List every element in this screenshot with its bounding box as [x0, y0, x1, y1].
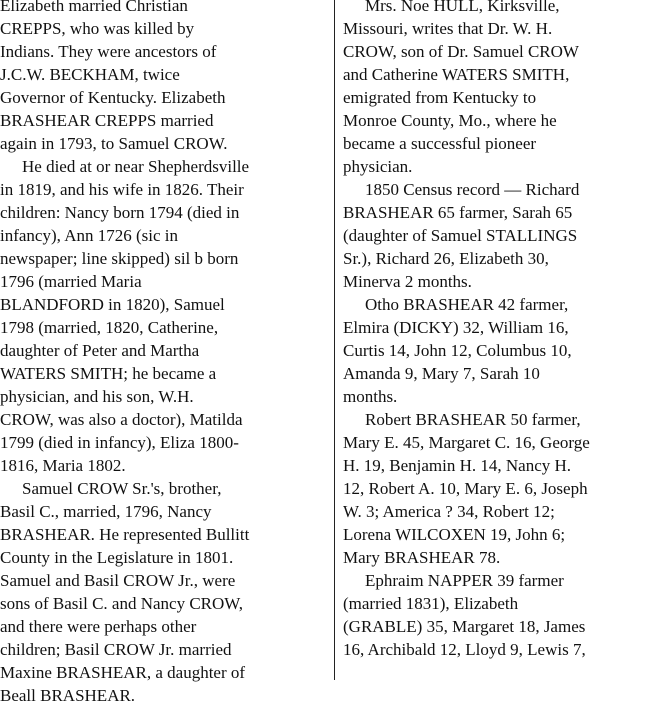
- text-line: physician, and his son, W.H.: [0, 387, 194, 406]
- text-line: children; Basil CROW Jr. married: [0, 640, 232, 659]
- text-line: Missouri, writes that Dr. W. H.: [343, 19, 553, 38]
- text-line: J.C.W. BECKHAM, twice: [0, 65, 180, 84]
- text-line: Samuel and Basil CROW Jr., were: [0, 571, 236, 590]
- text-line: Maxine BRASHEAR, a daughter of: [0, 663, 246, 682]
- text-line: H. 19, Benjamin H. 14, Nancy H.: [343, 456, 572, 475]
- text-line: Mrs. Noe HULL, Kirksville,: [365, 0, 560, 15]
- text-line: 12, Robert A. 10, Mary E. 6, Joseph: [343, 479, 588, 498]
- text-line: Mary E. 45, Margaret C. 16, George: [343, 433, 590, 452]
- text-line: BRASHEAR CREPPS married: [0, 111, 214, 130]
- text-line: emigrated from Kentucky to: [343, 88, 537, 107]
- text-line: County in the Legislature in 1801.: [0, 548, 234, 567]
- text-line: Basil C., married, 1796, Nancy: [0, 502, 212, 521]
- text-line: CREPPS, who was killed by: [0, 19, 195, 38]
- text-line: children: Nancy born 1794 (died in: [0, 203, 240, 222]
- text-line: 1816, Maria 1802.: [0, 456, 126, 475]
- text-line: Governor of Kentucky. Elizabeth: [0, 88, 226, 107]
- right-column: [343, 0, 663, 661]
- column-divider: [334, 0, 335, 680]
- text-line: daughter of Peter and Martha: [0, 341, 200, 360]
- text-line: Elizabeth married Christian: [0, 0, 188, 15]
- text-line: in 1819, and his wife in 1826. Their: [0, 180, 244, 199]
- text-line: BLANDFORD in 1820), Samuel: [0, 295, 225, 314]
- left-column: [0, 0, 328, 707]
- text-line: BRASHEAR 65 farmer, Sarah 65: [343, 203, 573, 222]
- text-line: Ephraim NAPPER 39 farmer: [365, 571, 564, 590]
- text-line: Curtis 14, John 12, Columbus 10,: [343, 341, 572, 360]
- text-line: Otho BRASHEAR 42 farmer,: [365, 295, 569, 314]
- text-line: Indians. They were ancestors of: [0, 42, 217, 61]
- text-line: He died at or near Shepherdsville: [22, 157, 250, 176]
- text-line: CROW, son of Dr. Samuel CROW: [343, 42, 579, 61]
- text-line: Mary BRASHEAR 78.: [343, 548, 501, 567]
- text-line: Robert BRASHEAR 50 farmer,: [365, 410, 581, 429]
- text-line: Lorena WILCOXEN 19, John 6;: [343, 525, 566, 544]
- text-line: sons of Basil C. and Nancy CROW,: [0, 594, 244, 613]
- text-line: BRASHEAR. He represented Bullitt: [0, 525, 250, 544]
- text-line: months.: [343, 387, 398, 406]
- text-line: newspaper; line skipped) sil b born: [0, 249, 239, 268]
- text-line: Sr.), Richard 26, Elizabeth 30,: [343, 249, 549, 268]
- text-line: Beall BRASHEAR.: [0, 686, 136, 705]
- text-line: Amanda 9, Mary 7, Sarah 10: [343, 364, 540, 383]
- text-line: physician.: [343, 157, 413, 176]
- text-line: CROW, was also a doctor), Matilda: [0, 410, 243, 429]
- text-line: 1796 (married Maria: [0, 272, 142, 291]
- text-line: and Catherine WATERS SMITH,: [343, 65, 570, 84]
- text-line: Monroe County, Mo., where he: [343, 111, 557, 130]
- text-line: 1850 Census record — Richard: [365, 180, 580, 199]
- text-line: Elmira (DICKY) 32, William 16,: [343, 318, 569, 337]
- text-line: (daughter of Samuel STALLINGS: [343, 226, 578, 245]
- text-line: became a successful pioneer: [343, 134, 537, 153]
- text-line: (GRABLE) 35, Margaret 18, James: [343, 617, 586, 636]
- text-line: and there were perhaps other: [0, 617, 197, 636]
- text-line: 16, Archibald 12, Lloyd 9, Lewis 7,: [343, 640, 586, 659]
- text-line: 1798 (married, 1820, Catherine,: [0, 318, 219, 337]
- text-line: W. 3; America ? 34, Robert 12;: [343, 502, 555, 521]
- text-line: Samuel CROW Sr.'s, brother,: [22, 479, 222, 498]
- text-line: again in 1793, to Samuel CROW.: [0, 134, 228, 153]
- text-line: infancy), Ann 1726 (sic in: [0, 226, 178, 245]
- text-line: WATERS SMITH; he became a: [0, 364, 217, 383]
- text-line: (married 1831), Elizabeth: [343, 594, 519, 613]
- text-line: 1799 (died in infancy), Eliza 1800-: [0, 433, 239, 452]
- text-line: Minerva 2 months.: [343, 272, 472, 291]
